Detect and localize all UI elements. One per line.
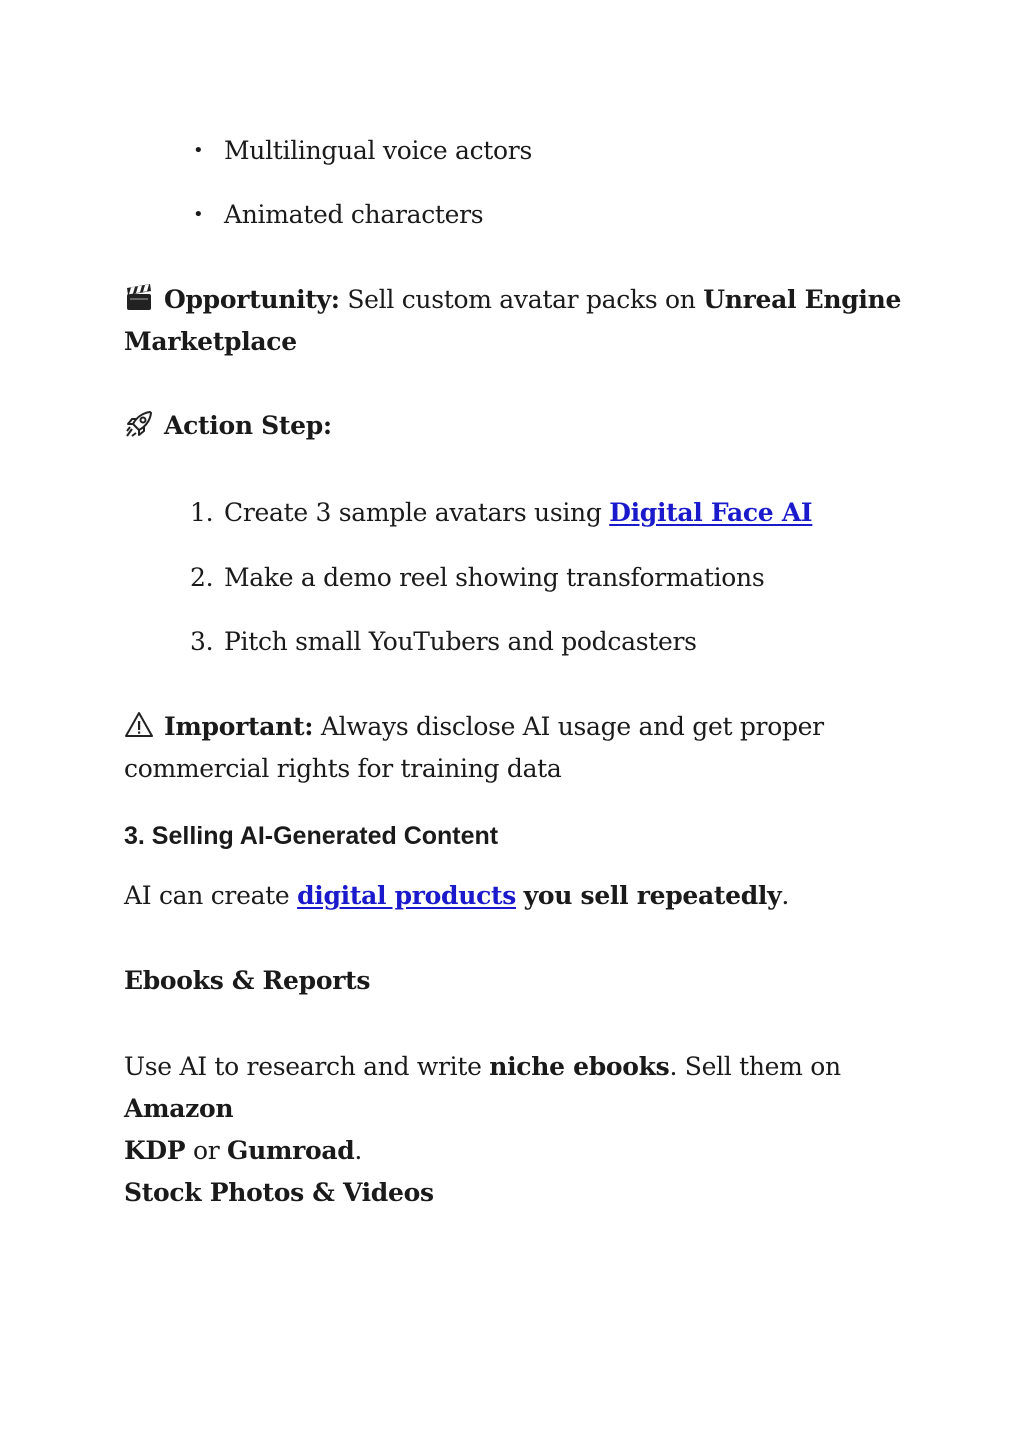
stock-heading-text: Stock Photos & Videos (124, 1178, 434, 1207)
ebooks-bold: Gumroad (227, 1136, 355, 1165)
digital-face-ai-link[interactable]: Digital Face AI (609, 498, 813, 527)
stock-heading (124, 1172, 904, 1214)
step-number: 1. (190, 498, 214, 527)
ebooks-text: . (354, 1136, 363, 1165)
important-text-cont: commercial rights for training data (124, 754, 562, 783)
intro-bold: you sell repeatedly (523, 881, 782, 910)
important-text: Always disclose AI usage and get proper (320, 712, 824, 741)
opportunity-label: Opportunity: (164, 285, 340, 314)
ebooks-text: or (185, 1136, 228, 1165)
opportunity-highlight-cont: Marketplace (124, 327, 297, 356)
step-item (224, 492, 812, 534)
important-label: Important: (164, 712, 314, 741)
digital-products-link[interactable]: digital products (297, 881, 517, 910)
intro-paragraph (124, 875, 904, 917)
ebooks-text: Use AI to research and write (124, 1052, 490, 1081)
step-text: Create 3 sample avatars using (224, 498, 610, 527)
clapperboard-icon (124, 283, 154, 313)
ebooks-bold: KDP (124, 1136, 186, 1165)
ebooks-bold: niche ebooks (489, 1052, 670, 1081)
ebooks-paragraph (124, 1046, 904, 1172)
list-item: Multilingual voice actors (224, 136, 532, 165)
list-item: Animated characters (224, 200, 484, 229)
ebooks-text: . Sell them on (669, 1052, 841, 1081)
bullet-marker: • (193, 140, 204, 161)
rocket-icon (124, 409, 154, 439)
bullet-marker: • (193, 204, 204, 225)
ebooks-heading (124, 960, 904, 1002)
action-step-label: Action Step: (164, 411, 332, 440)
ebooks-bold: Amazon (124, 1094, 234, 1123)
warning-icon (124, 710, 154, 740)
step-text: Pitch small YouTubers and podcasters (224, 627, 697, 656)
section-heading: 3. Selling AI-Generated Content (124, 822, 499, 850)
action-step-heading (124, 405, 904, 447)
step-text: Make a demo reel showing transformations (224, 563, 765, 592)
opportunity-highlight: Unreal Engine (703, 285, 902, 314)
step-number: 2. (190, 563, 214, 592)
opportunity-paragraph (124, 279, 904, 363)
important-paragraph (124, 706, 904, 790)
intro-text: AI can create (124, 881, 298, 910)
intro-period: . (781, 881, 790, 910)
step-number: 3. (190, 627, 214, 656)
ebooks-heading-text: Ebooks & Reports (124, 966, 371, 995)
opportunity-text: Sell custom avatar packs on (347, 285, 696, 314)
